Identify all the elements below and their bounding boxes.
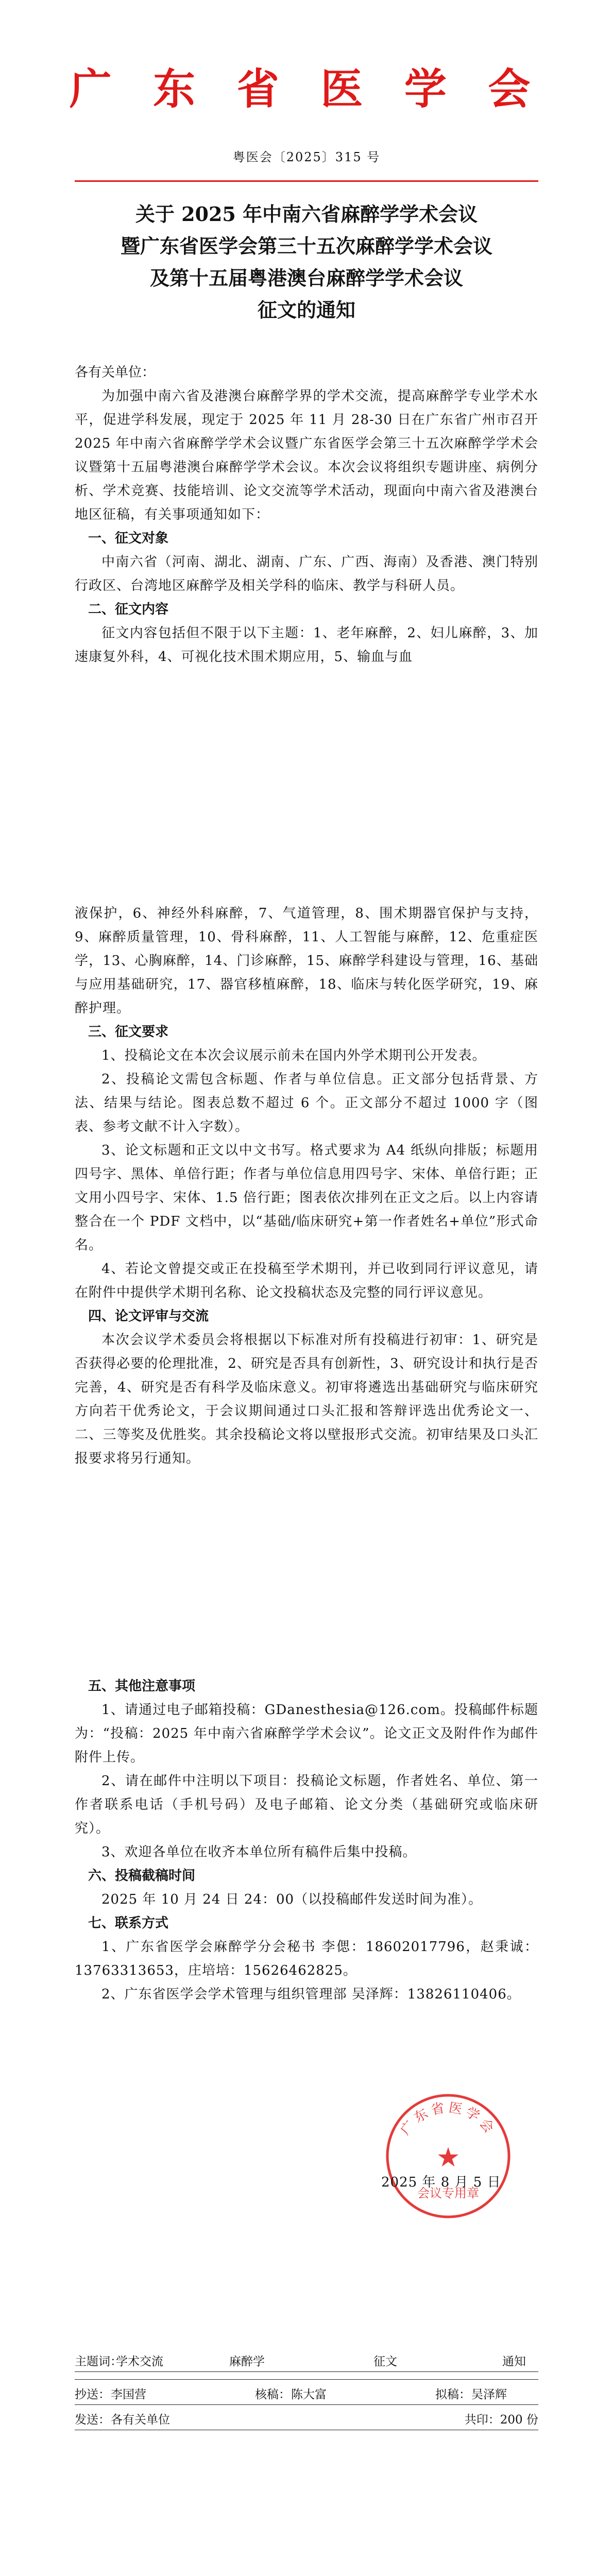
sign-date: 2025 年 8 月 5 日 [381, 2175, 501, 2190]
notice-title-line-2: 暨广东省医学会第三十五次麻醉学学术会议 [120, 234, 492, 258]
seal-arc-text: 广东省医学会 [398, 2099, 499, 2138]
document-number: 粤医会〔2025〕315 号 [232, 150, 381, 164]
section-6-title: 六、投稿截稿时间 [88, 1868, 196, 1884]
seal-star-icon: ★ [436, 2142, 461, 2173]
keywords-label: 主题词： [75, 2355, 122, 2368]
send-value: 各有关单位 [111, 2413, 170, 2427]
cc-label: 抄送： [75, 2388, 110, 2401]
section-3-item-1: 1、投稿论文在本次会议展示前未在国内外学术期刊公开发表。 [101, 1048, 486, 1063]
section-3-item-2: 2、投稿论文需包含标题、作者与单位信息。正文部分包括背景、方法、结果与结论。图表总数不超过 6 个。正文部分不超过 1000 字（图表、参考文献不计入字数）。 [75, 1072, 538, 1134]
checker-label: 核稿： [255, 2388, 291, 2401]
checker-value: 陈大富 [291, 2388, 327, 2401]
copies-count: 共印：200 份 [464, 2413, 538, 2427]
salutation: 各有关单位： [75, 365, 156, 380]
section-3-item-3: 3、论文标题和正文以中文书写。格式要求为 A4 纸纵向排版；标题用四号字、黑体、单倍行距；作者与单位信息用四号字、宋体、单倍行距；正文用小四号字、宋体、1.5 倍行距；图表依次排列在正文之后。以上内容请整合在一个 PDF 文档中，以“基础/临床研究+第一作者姓名+单位”形式命名。 [75, 1143, 538, 1253]
section-7-title: 七、联系方式 [88, 1916, 169, 1931]
section-2-text-b: 液保护，6、神经外科麻醉，7、气道管理，8、围术期器官保护与支持，9、麻醉质量管理，10、骨科麻醉，11、人工智能与麻醉，12、危重症医学，13、心胸麻醉，14、门诊麻醉，15、麻醉学科建设与管理，16、基础与应用基础研究，17、器官移植麻醉，18、临床与转化医学研究，19、麻醉护理。 [75, 906, 538, 1016]
section-4-text: 本次会议学术委员会将根据以下标准对所有投稿进行初审：1、研究是否获得必要的伦理批准，2、研究是否具有创新性，3、研究设计和执行是否完善，4、研究是否有科学及临床意义。初审将遴选出基础研究与临床研究方向若干优秀论文，于会议期间通过口头汇报和答辩评选出优秀论文一、二、三等奖及优胜奖。其余投稿论文将以壁报形式交流。初审结果及口头汇报要求将另行通知。 [75, 1332, 538, 1466]
notice-title-line-3: 及第十五届粤港澳台麻醉学学术会议 [149, 266, 463, 290]
section-4-title: 四、论文评审与交流 [88, 1309, 209, 1324]
footer-table [75, 2347, 538, 2430]
footer-cc-row [75, 2379, 538, 2405]
section-6-text: 2025 年 10 月 24 日 24：00（以投稿邮件发送时间为准）。 [101, 1892, 483, 1907]
section-7-item-1: 1、广东省医学会麻醉学分会秘书 李偲：18602017796，赵秉诚：13763313653，庄培培：15626462825。 [75, 1939, 538, 1978]
footer-keywords-row [75, 2347, 538, 2372]
drafter-label: 拟稿： [435, 2388, 471, 2401]
official-seal [381, 2089, 515, 2223]
section-2-title: 二、征文内容 [88, 602, 169, 617]
section-3-title: 三、征文要求 [88, 1024, 169, 1040]
intro-paragraph: 为加强中南六省及港澳台麻醉学界的学术交流，提高麻醉学专业学术水平，促进学科发展，现定于 2025 年 11 月 28-30 日在广东省广州市召开 2025 年中南六省麻醉学学术会议暨广东省医学会第三十五次麻醉学学术会议暨第十五届粤港澳台麻醉学学术会议。本次会议将组织专题讲座、病例分析、学术竞赛、技能培训、论文交流等学术活动，现面向中南六省及港澳台地区征稿，有关事项通知如下： [75, 388, 538, 522]
drafter-value: 吴泽辉 [471, 2388, 507, 2401]
red-divider [75, 180, 538, 182]
footer-send-row [75, 2405, 538, 2430]
send-label: 发送： [75, 2413, 110, 2427]
section-7-item-2: 2、广东省医学会学术管理与组织管理部 吴泽辉：13826110406。 [101, 1987, 521, 2002]
keyword-3: 征文 [373, 2355, 397, 2368]
notice-title-line-1: 关于 2025 年中南六省麻醉学学术会议 [135, 202, 478, 226]
org-title: 广 东 省 医 学 会 [69, 64, 544, 114]
body-part-1 [75, 361, 538, 669]
body-part-3 [75, 1674, 538, 2006]
seal-bottom-text: 会议专用章 [417, 2186, 479, 2200]
keyword-4: 通知 [502, 2355, 526, 2368]
keyword-1: 学术交流 [116, 2355, 163, 2368]
section-5-title: 五、其他注意事项 [88, 1679, 196, 1694]
section-5-item-2: 2、请在邮件中注明以下项目：投稿论文标题，作者姓名、单位、第一作者联系电话（手机号码）及电子邮箱、论文分类（基础研究或临床研究）。 [75, 1773, 538, 1836]
cc-value: 李国营 [111, 2388, 146, 2401]
section-5-item-3: 3、欢迎各单位在收齐本单位所有稿件后集中投稿。 [101, 1844, 417, 1860]
notice-title-line-4: 征文的通知 [257, 298, 355, 321]
body-part-2 [75, 902, 538, 1470]
keyword-2: 麻醉学 [229, 2355, 265, 2368]
section-2-text-a: 征文内容包括但不限于以下主题：1、老年麻醉，2、妇儿麻醉，3、加速康复外科，4、可视化技术围术期应用，5、输血与血 [75, 625, 538, 665]
section-5-item-1: 1、请通过电子邮箱投稿：GDanesthesia@126.com。投稿邮件标题为：“投稿：2025 年中南六省麻醉学学术会议”。论文正文及附件作为邮件附件上传。 [75, 1702, 538, 1765]
section-1-title: 一、征文对象 [88, 531, 169, 546]
section-3-item-4: 4、若论文曾提交或正在投稿至学术期刊，并已收到同行评议意见，请在附件中提供学术期刊名称、论文投稿状态及完整的同行评议意见。 [75, 1261, 538, 1300]
section-1-text: 中南六省（河南、湖北、湖南、广东、广西、海南）及香港、澳门特别行政区、台湾地区麻醉学及相关学科的临床、教学与科研人员。 [75, 554, 538, 594]
